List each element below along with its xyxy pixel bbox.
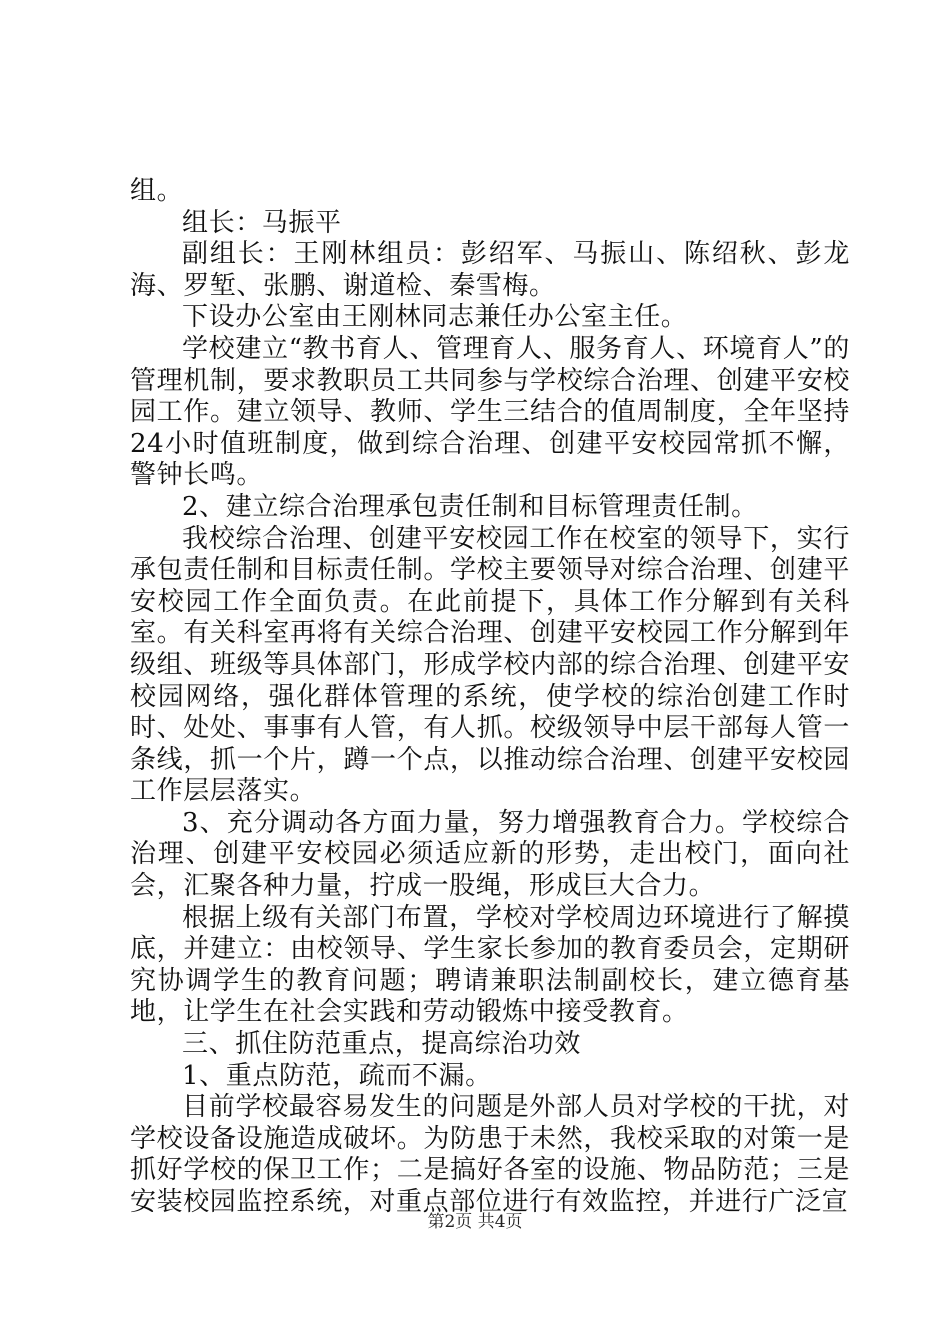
paragraph-8: 3、充分调动各方面力量，努力增强教育合力。学校综合治理、创建平安校园必须适应新的形势，走出校门，面向社会，汇聚各种力量，拧成一股绳，形成巨大合力。 (130, 807, 850, 902)
document-body (130, 176, 850, 1219)
paragraph-12: 目前学校最容易发生的问题是外部人员对学校的干扰，对学校设备设施造成破坏。为防患于未然，我校采取的对策一是抓好学校的保卫工作；二是搞好各室的设施、物品防范；三是安装校园监控系统，对重点部位进行有效监控，并进行广泛宣 (130, 1092, 850, 1217)
page-footer (0, 1212, 950, 1232)
paragraph-2: 组长：马振平 (182, 207, 342, 238)
paragraph-4: 下设办公室由王刚林同志兼任办公室主任。 (182, 302, 688, 333)
paragraph-10: 三、抓住防范重点，提高综治功效 (182, 1029, 582, 1060)
paragraph-6: 2、建立综合治理承包责任制和目标管理责任制。 (182, 491, 758, 522)
page-number-label: 第2页 共4页 (427, 1212, 523, 1232)
paragraph-9: 根据上级有关部门布置，学校对学校周边环境进行了解摸底，并建立：由校领导、学生家长参加的教育委员会，定期研究协调学生的教育问题；聘请兼职法制副校长，建立德育基地，让学生在社会实践和劳动锻炼中接受教育。 (130, 902, 850, 1028)
paragraph-1: 组。 (130, 176, 184, 206)
paragraph-11: 1、重点防范，疏而不漏。 (182, 1060, 492, 1091)
paragraph-3: 副组长：王刚林组员：彭绍军、马振山、陈绍秋、彭龙海、罗堑、张鹏、谢道检、秦雪梅。 (130, 239, 850, 301)
paragraph-7: 我校综合治理、创建平安校园工作在校室的领导下，实行承包责任制和目标责任制。学校主要领导对综合治理、创建平安校园工作全面负责。在此前提下，具体工作分解到有关科室。有关科室再将有关综合治理、创建平安校园工作分解到年级组、班级等具体部门，形成学校内部的综合治理、创建平安校园网络，强化群体管理的系统，使学校的综治创建工作时时、处处、事事有人管，有人抓。校级领导中层干部每人管一条线，抓一个片，蹲一个点，以推动综合治理、创建平安校园工作层层落实。 (130, 523, 850, 807)
paragraph-5: 学校建立“教书育人、管理育人、服务育人、环境育人”的管理机制，要求教职员工共同参与学校综合治理、创建平安校园工作。建立领导、教师、学生三结合的值周制度，全年坚持24小时值班制度，做到综合治理、创建平安校园常抓不懈，警钟长鸣。 (130, 333, 850, 491)
